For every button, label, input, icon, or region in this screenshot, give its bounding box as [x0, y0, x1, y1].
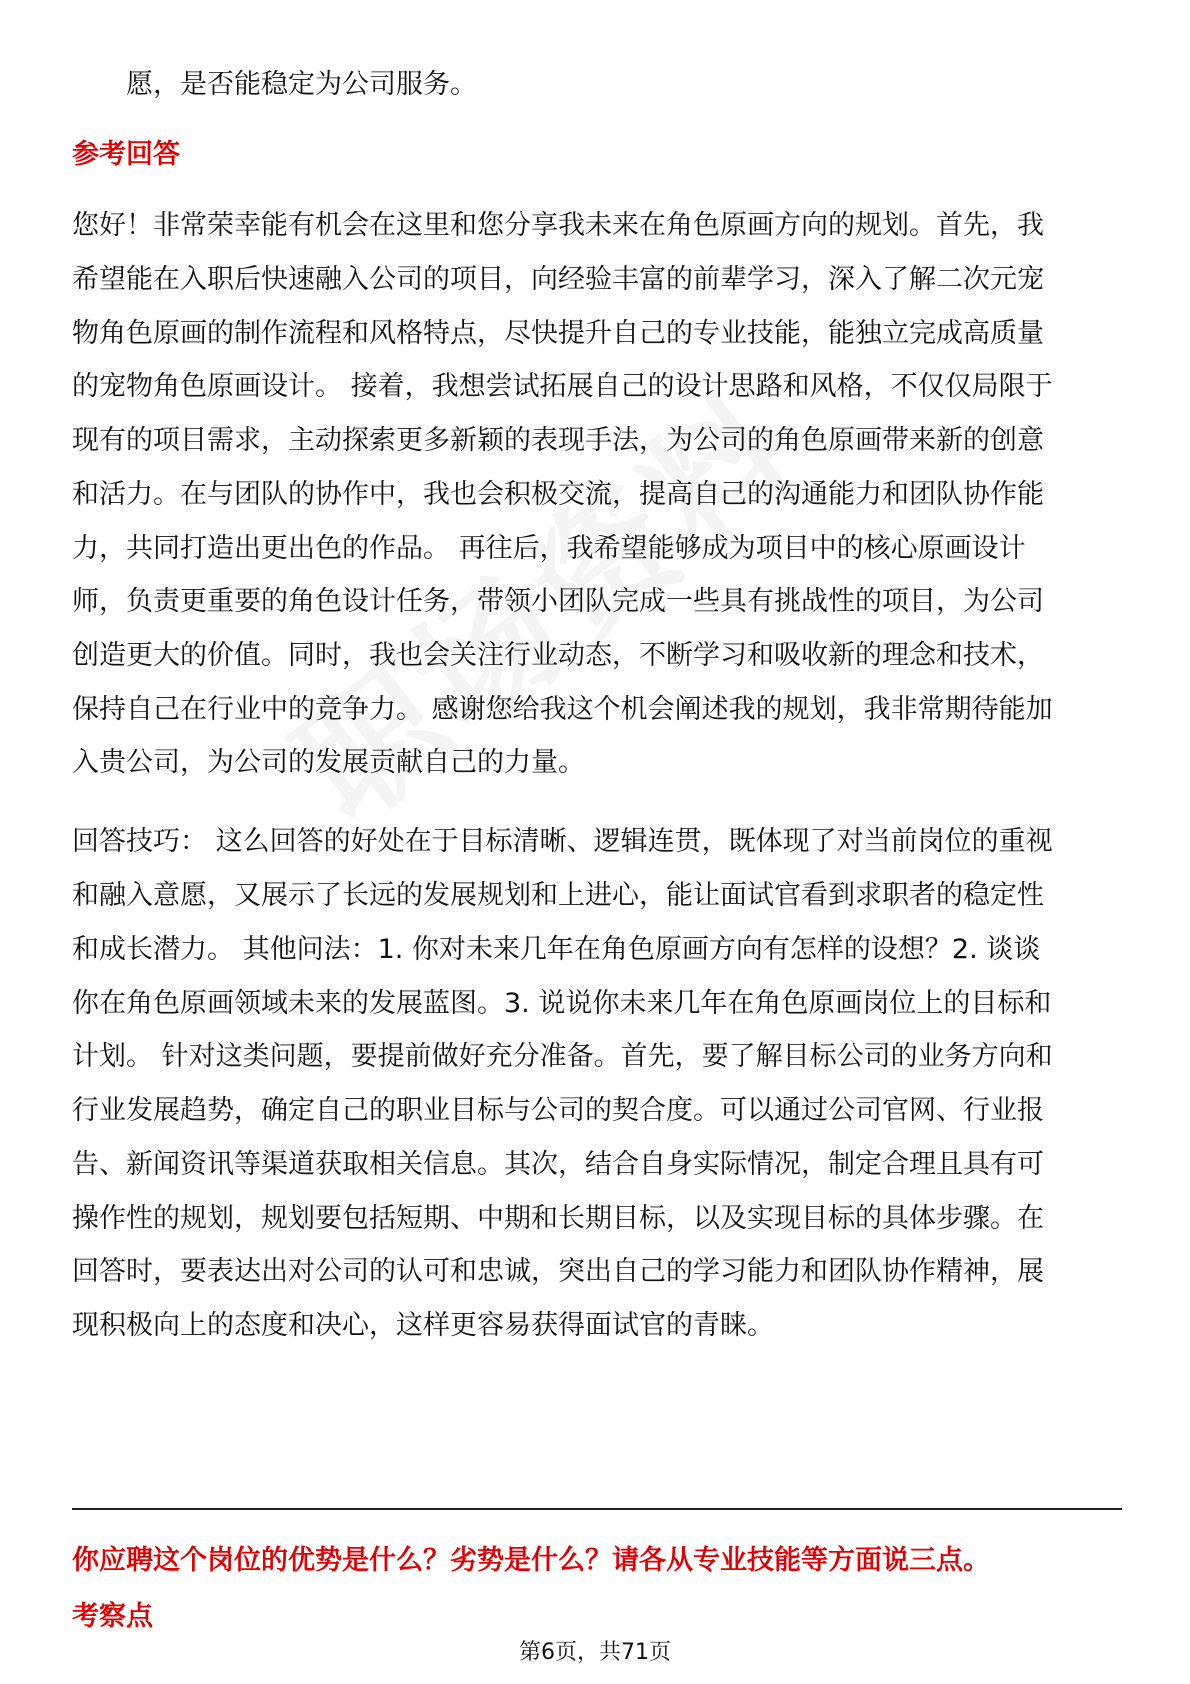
answer-line: 师，负责更重要的角色设计任务，带领小团队完成一些具有挑战性的项目，为公司 — [72, 586, 1044, 617]
tips-line: 和成长潜力。 其他问法：1. 你对未来几年在角色原画方向有怎样的设想？2. 谈谈 — [72, 934, 1041, 965]
answer-line: 力，共同打造出更出色的作品。 再往后，我希望能够成为项目中的核心原画设计 — [72, 533, 1026, 564]
answer-line: 的宠物角色原画设计。 接着，我想尝试拓展自己的设计思路和风格，不仅仅局限于 — [72, 371, 1053, 402]
tips-line: 计划。 针对这类问题，要提前做好充分准备。首先，要了解目标公司的业务方向和 — [72, 1041, 1053, 1072]
tips-line: 操作性的规划，规划要包括短期、中期和长期目标，以及实现目标的具体步骤。在 — [72, 1203, 1044, 1234]
tips-line: 行业发展趋势，确定自己的职业目标与公司的契合度。可以通过公司官网、行业报 — [72, 1095, 1044, 1126]
answer-line: 物角色原画的制作流程和风格特点，尽快提升自己的专业技能，能独立完成高质量 — [72, 318, 1044, 349]
tips-line: 你在角色原画领域未来的发展蓝图。3. 说说你未来几年在角色原画岗位上的目标和 — [72, 988, 1052, 1019]
section-divider — [72, 1508, 1122, 1510]
next-question: 你应聘这个岗位的优势是什么？劣势是什么？请各从专业技能等方面说三点。 — [72, 1545, 990, 1576]
tips-line: 和融入意愿，又展示了长远的发展规划和上进心，能让面试官看到求职者的稳定性 — [72, 880, 1044, 911]
answer-line: 您好！非常荣幸能有机会在这里和您分享我未来在角色原画方向的规划。首先，我 — [72, 210, 1044, 241]
tips-line: 告、新闻资讯等渠道获取相关信息。其次，结合自身实际情况，制定合理且具有可 — [72, 1149, 1044, 1180]
answer-line: 保持自己在行业中的竞争力。 感谢您给我这个机会阐述我的规划，我非常期待能加 — [72, 694, 1053, 725]
answer-line: 创造更大的价值。同时，我也会关注行业动态，不断学习和吸收新的理念和技术， — [72, 640, 1044, 671]
intro-line: 愿，是否能稳定为公司服务。 — [126, 69, 477, 100]
answer-line: 希望能在入职后快速融入公司的项目，向经验丰富的前辈学习，深入了解二次元宠 — [72, 264, 1044, 295]
next-heading: 考察点 — [72, 1601, 153, 1632]
tips-line: 回答时，要表达出对公司的认可和忠诚，突出自己的学习能力和团队协作精神，展 — [72, 1256, 1044, 1287]
answer-line: 入贵公司，为公司的发展贡献自己的力量。 — [72, 747, 585, 778]
answer-line: 和活力。在与团队的协作中，我也会积极交流，提高自己的沟通能力和团队协作能 — [72, 479, 1044, 510]
answer-heading: 参考回答 — [72, 139, 180, 170]
answer-line: 现有的项目需求，主动探索更多新颖的表现手法，为公司的角色原画带来新的创意 — [72, 425, 1044, 456]
page-footer: 第6页，共71页 — [519, 1640, 671, 1665]
tips-line: 回答技巧： 这么回答的好处在于目标清晰、逻辑连贯，既体现了对当前岗位的重视 — [72, 826, 1053, 857]
tips-line: 现积极向上的态度和决心，这样更容易获得面试官的青睐。 — [72, 1310, 774, 1341]
